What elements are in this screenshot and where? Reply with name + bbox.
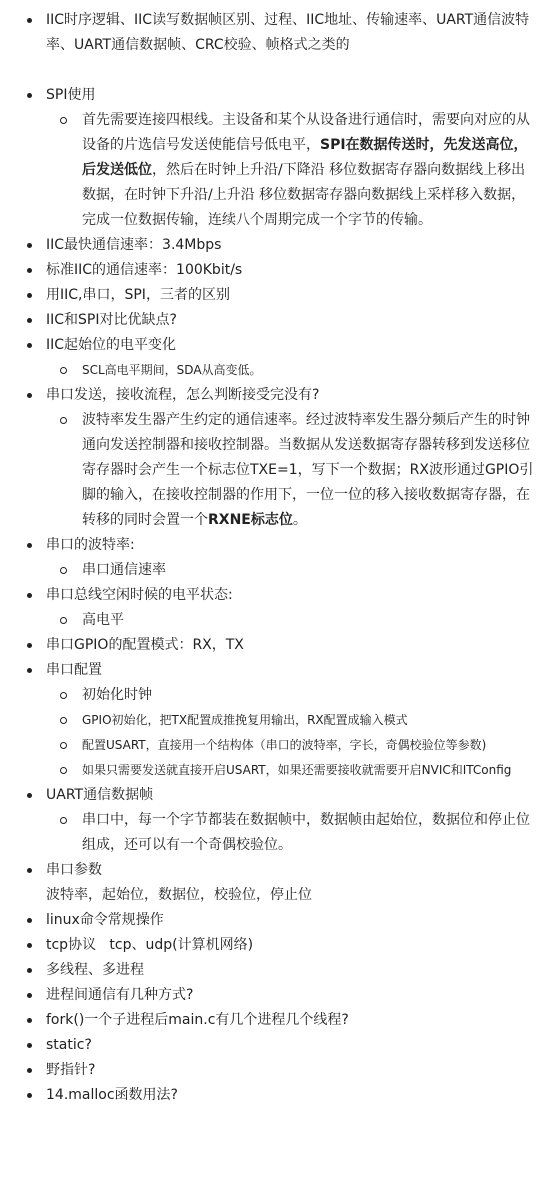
sub-text: 。	[292, 512, 307, 528]
list-item	[46, 333, 539, 383]
item-text: tcp协议 tcp、udp(计算机网络)	[46, 937, 254, 953]
list-item	[46, 1058, 539, 1083]
sub-list-item	[82, 608, 539, 633]
item-text: IIC和SPI对比优缺点?	[46, 312, 177, 328]
sub-text-bold: RXNE标志位	[208, 512, 293, 528]
sub-text: SCL高电平期间，SDA从高变低。	[82, 363, 262, 377]
sub-list	[46, 358, 539, 383]
sub-list-item	[82, 758, 539, 783]
list-item	[46, 1083, 539, 1108]
item-text: SPI使用	[46, 87, 96, 103]
list-item	[46, 783, 539, 858]
list-item	[46, 8, 539, 58]
list-item	[46, 583, 539, 633]
item-text: 串口的波特率:	[46, 537, 135, 553]
sub-list-item	[82, 108, 539, 233]
spacer	[0, 58, 553, 83]
item-text: 用IIC,串口，SPI，三者的区别	[46, 287, 230, 303]
sub-list-item	[82, 808, 539, 858]
sub-list	[46, 808, 539, 858]
sub-text-bold: SPI在数据传送时，先发送高位，后发送低位	[82, 137, 528, 178]
sub-list-item	[82, 408, 539, 533]
bullet-list	[0, 83, 553, 1108]
sub-text: 配置USART，直接用一个结构体（串口的波特率，字长，奇偶校验位等参数)	[82, 738, 487, 752]
sub-text: GPIO初始化，把TX配置成推挽复用输出，RX配置成输入模式	[82, 713, 408, 727]
item-text: 多线程、多进程	[46, 962, 144, 978]
item-text: 串口参数	[46, 862, 102, 878]
item-text: 标准IIC的通信速率：100Kbit/s	[46, 262, 243, 278]
sub-text: 波特率发生器产生约定的通信速率。经过波特率发生器分频后产生的时钟通向发送控制器和接收控制器。当数据从发送数据寄存器转移到发送移位寄存器时会产生一个标志位TXE=1，写下一个数据；RX波形通过GPIO引脚的输入，在接收控制器的作用下，一位一位的移入接收数据寄存器，在转移的同时会置一个	[82, 412, 534, 528]
sub-list-item	[82, 683, 539, 708]
bullet-list	[0, 8, 553, 58]
sub-list	[46, 108, 539, 233]
item-text: 串口GPIO的配置模式：RX，TX	[46, 637, 244, 653]
item-text: 串口发送，接收流程，怎么判断接受完没有?	[46, 387, 320, 403]
list-item	[46, 258, 539, 283]
sub-text: 如果只需要发送就直接开启USART，如果还需要接收就需要开启NVIC和ITConfig	[82, 763, 512, 777]
list-item	[46, 233, 539, 258]
list-item	[46, 658, 539, 783]
sub-text: 初始化时钟	[82, 687, 152, 703]
item-text: 14.malloc函数用法?	[46, 1087, 178, 1103]
list-item	[46, 308, 539, 333]
sub-list-item	[82, 358, 539, 383]
item-text: 进程间通信有几种方式?	[46, 987, 194, 1003]
sub-text: 串口中，每一个字节都装在数据帧中，数据帧由起始位，数据位和停止位组成，还可以有一个奇偶校验位。	[82, 812, 530, 853]
item-text: UART通信数据帧	[46, 787, 154, 803]
list-item	[46, 958, 539, 983]
list-item	[46, 633, 539, 658]
sub-text: 首先需要连接四根线。主设备和某个从设备进行通信时，需要向对应的从设备的片选信号发送使能信号低电平，	[82, 112, 530, 153]
sub-list	[46, 608, 539, 633]
list-item	[46, 908, 539, 933]
list-item	[46, 383, 539, 533]
list-item	[46, 983, 539, 1008]
item-text: IIC起始位的电平变化	[46, 337, 177, 353]
sub-text: ，然后在时钟上升沿/下降沿 移位数据寄存器向数据线上移出数据，在时钟下升沿/上升沿 移位数据寄存器向数据线上采样移入数据，完成一位数据传输，连续八个周期完成一个字节的传输。	[82, 162, 526, 228]
list-item	[46, 933, 539, 958]
item-text: IIC最快通信速率：3.4Mbps	[46, 237, 222, 253]
list-item	[46, 1008, 539, 1033]
sub-list	[46, 683, 539, 783]
sub-list-item	[82, 708, 539, 733]
list-item	[46, 858, 539, 908]
item-text: 串口配置	[46, 662, 102, 678]
item-continuation: 波特率，起始位，数据位，校验位，停止位	[46, 887, 312, 903]
item-text: static?	[46, 1037, 92, 1053]
list-item	[46, 283, 539, 308]
item-text: 野指针?	[46, 1062, 96, 1078]
list-item	[46, 533, 539, 583]
item-text: IIC时序逻辑、IIC读写数据帧区别、过程、IIC地址、传输速率、UART通信波特率、UART通信数据帧、CRC校验、帧格式之类的	[46, 12, 530, 53]
sub-list	[46, 558, 539, 583]
item-text: 串口总线空闲时候的电平状态:	[46, 587, 233, 603]
sub-text: 串口通信速率	[82, 562, 166, 578]
sub-text: 高电平	[82, 612, 124, 628]
sub-list-item	[82, 558, 539, 583]
item-text: fork()一个子进程后main.c有几个进程几个线程?	[46, 1012, 349, 1028]
list-item	[46, 83, 539, 233]
list-item	[46, 1033, 539, 1058]
sub-list	[46, 408, 539, 533]
sub-list-item	[82, 733, 539, 758]
item-text: linux命令常规操作	[46, 912, 164, 928]
